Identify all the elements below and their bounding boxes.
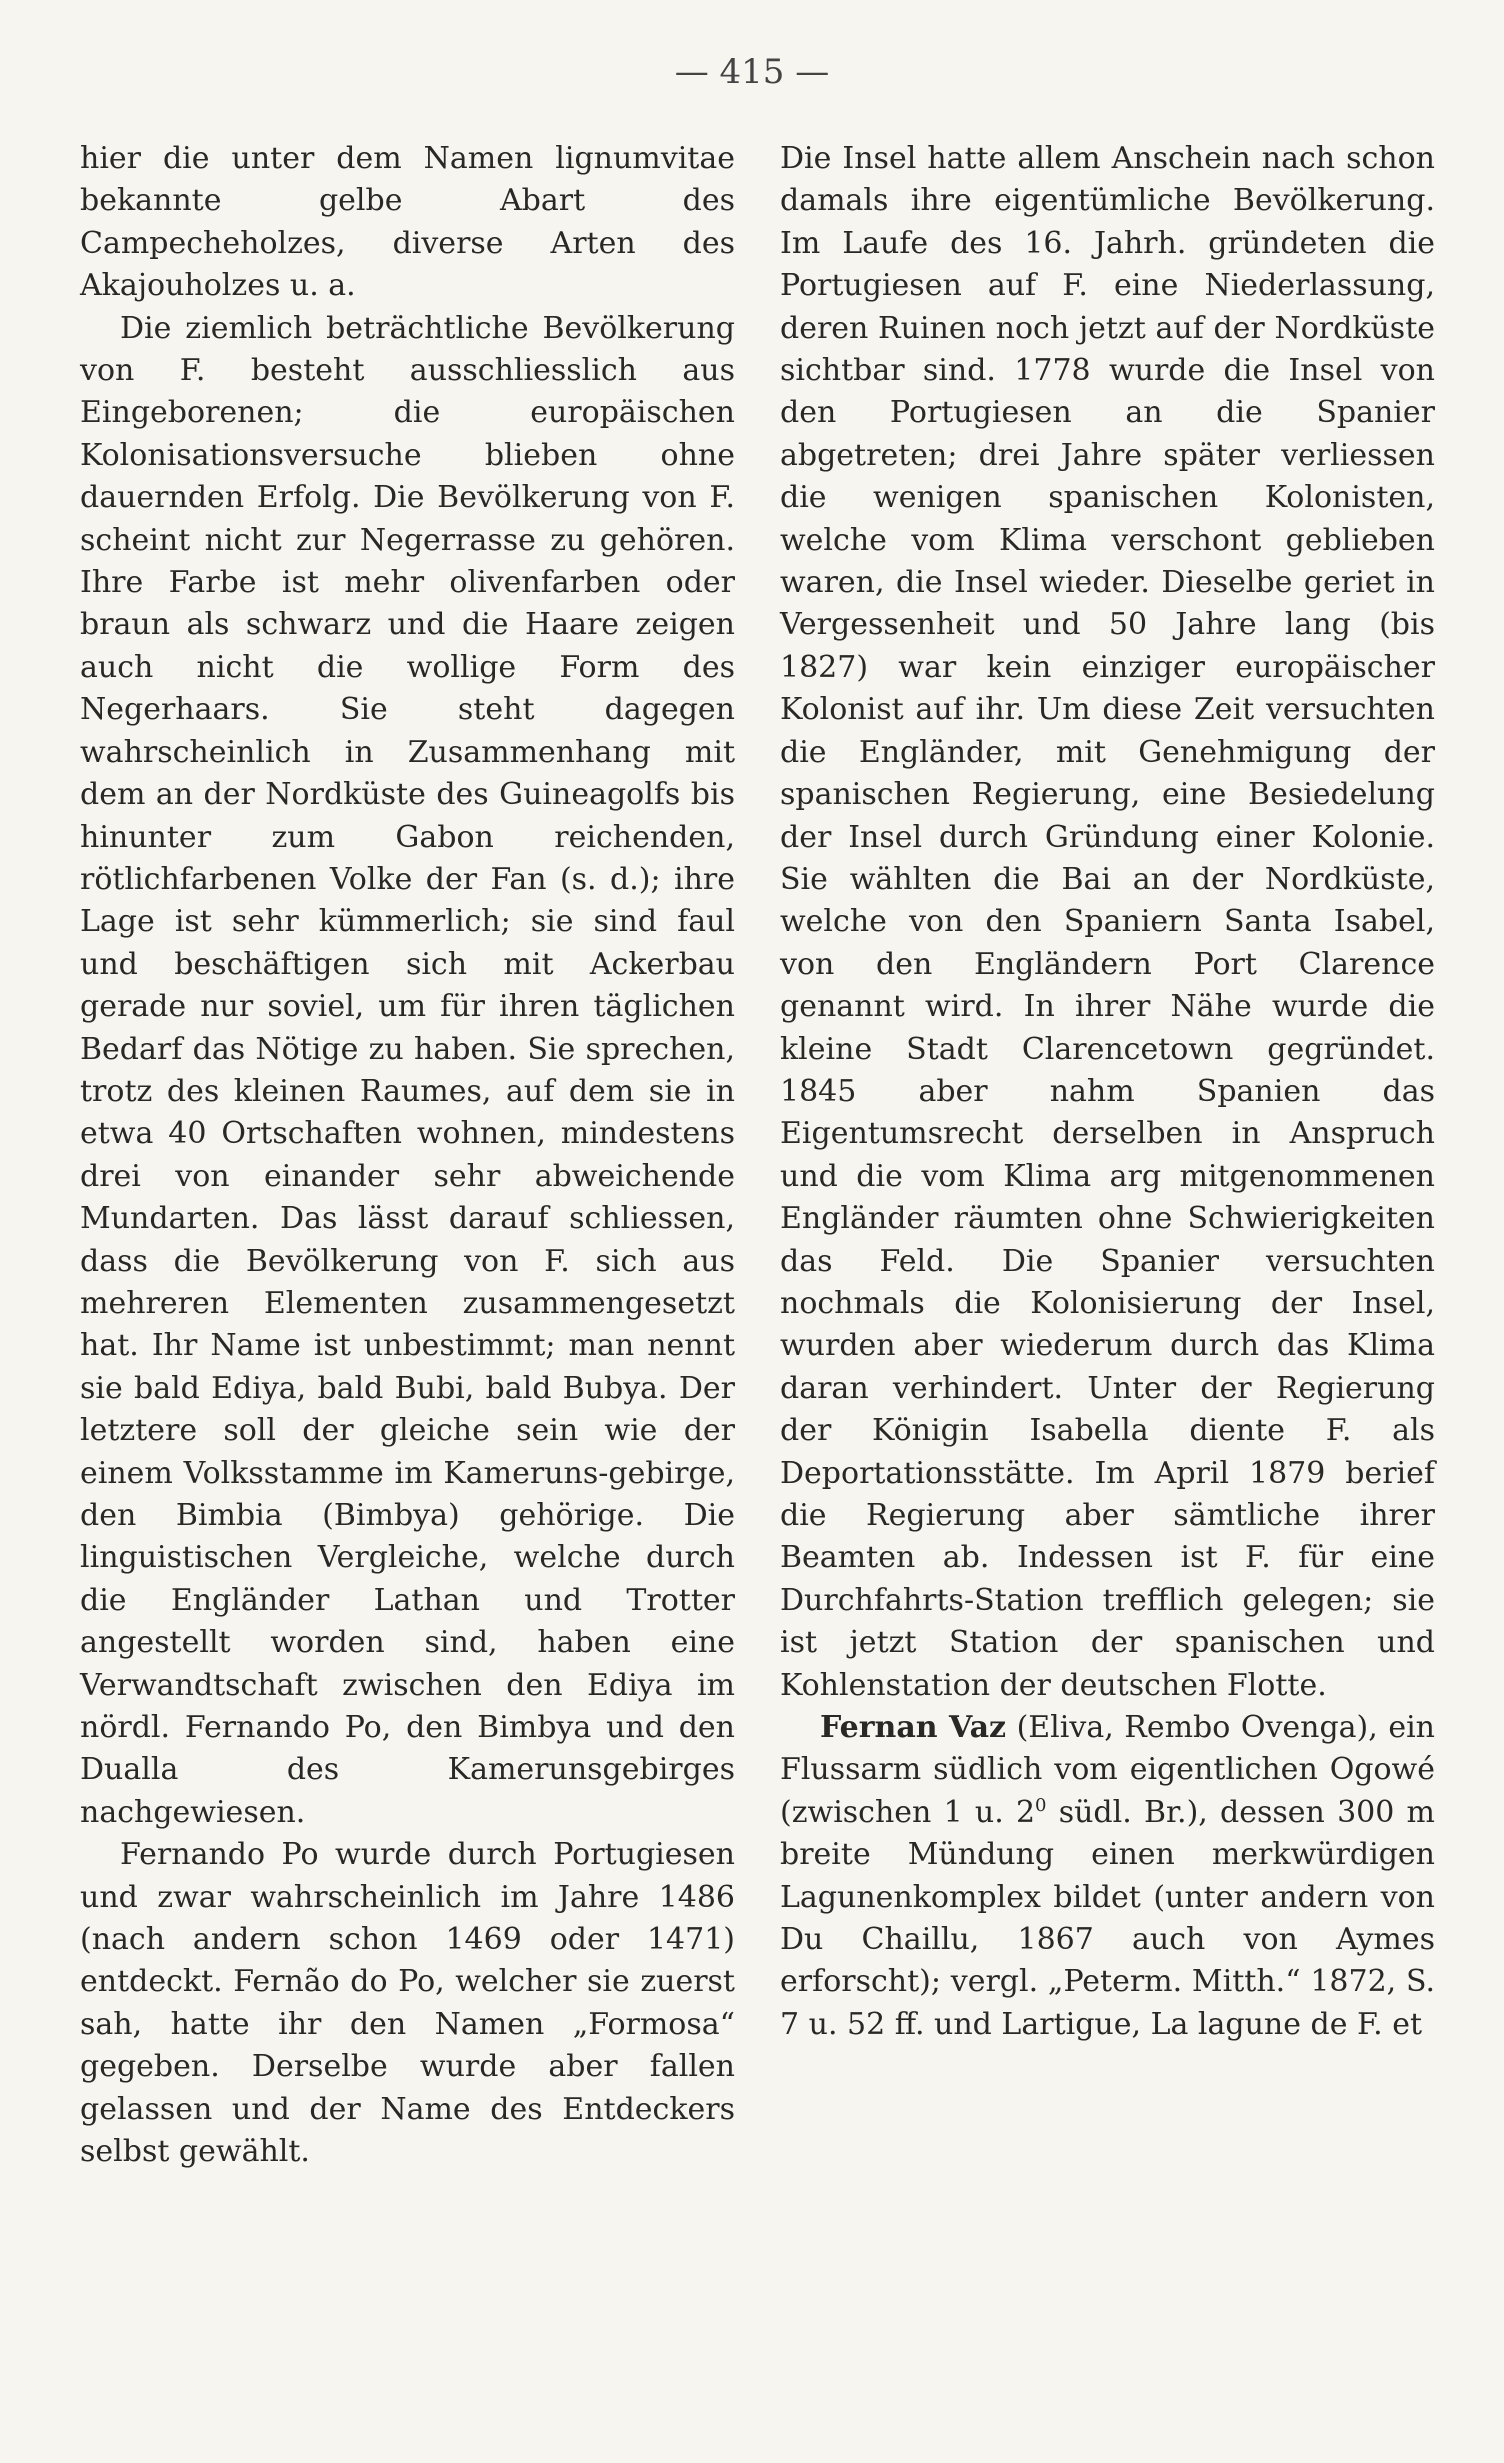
entry-headword: Fernan Vaz [820,1710,1007,1746]
entry-fernan-vaz [780,1707,1435,2046]
left-paragraph-1: hier die unter dem Namen lignumvitae bekannte gelbe Abart des Campecheholzes, diverse Arten des Akajouholzes u. a. [80,141,735,304]
entry-text-a: (Eliva, Rembo Ovenga), ein Flussarm südlich vom eigentlichen Ogowé (zwischen 1 u. 2 [780,1710,1435,1830]
left-column [80,138,735,2174]
right-paragraph-1: Die Insel hatte allem Anschein nach schon damals ihre eigentümliche Bevölkerung. Im Laufe des 16. Jahrh. gründeten die Portugiesen auf F. eine Niederlassung, deren Ruinen noch jetzt auf der Nordküste sichtbar sind. 1778 wurde die Insel von den Portugiesen an die Spanier abgetreten; drei Jahre später verliessen die wenigen spanischen Kolonisten, welche vom Klima verschont geblieben waren, die Insel wieder. Dieselbe geriet in Vergessenheit und 50 Jahre lang (bis 1827) war kein einziger europäischer Kolonist auf ihr. Um diese Zeit versuchten die Engländer, mit Genehmigung der spanischen Regierung, eine Besiedelung der Insel durch Gründung einer Kolonie. Sie wählten die Bai an der Nordküste, welche von den Spaniern Santa Isabel, von den Engländern Port Clarence genannt wird. In ihrer Nähe wurde die kleine Stadt Clarencetown gegründet. 1845 aber nahm Spanien das Eigentumsrecht derselben in Anspruch und die vom Klima arg mitgenommenen Engländer räumten ohne Schwierigkeiten das Feld. Die Spanier versuchten nochmals die Kolonisierung der Insel, wurden aber wiederum durch das Klima daran verhindert. Unter der Regierung der Königin Isabella diente F. als Deportationsstätte. Im April 1879 berief die Regierung aber sämtliche ihrer Beamten ab. Indessen ist F. für eine Durchfahrts-Station trefflich gelegen; sie ist jetzt Station der spanischen und Kohlenstation der deutschen Flotte. [780,141,1435,1703]
degree-superscript: 0 [1035,1794,1047,1816]
page-number: — 415 — [674,52,830,92]
left-paragraph-3: Fernando Po wurde durch Portugiesen und zwar wahrscheinlich im Jahre 1486 (nach andern schon 1469 oder 1471) entdeckt. Fernão do Po, welcher sie zuerst sah, hatte ihr den Namen „Formosa“ gegeben. Derselbe wurde aber fallen gelassen und der Name des Entdeckers selbst gewählt. [80,1837,735,2170]
entry-text-b: südl. Br.), dessen 300 m breite Mündung einen merkwürdigen Lagunenkomplex bildet (unter andern von Du Chaillu, 1867 auch von Aymes erforscht); vergl. „Peterm. Mitth.“ 1872, S. 7 u. 52 ff. und Lartigue, La lagune de F. et [780,1794,1435,2042]
right-column [780,138,1435,2046]
left-paragraph-2: Die ziemlich beträchtliche Bevölkerung von F. besteht ausschliesslich aus Eingeborenen; die europäischen Kolonisationsversuche blieben ohne dauernden Erfolg. Die Bevölkerung von F. scheint nicht zur Negerrasse zu gehören. Ihre Farbe ist mehr olivenfarben oder braun als schwarz und die Haare zeigen auch nicht die wollige Form des Negerhaars. Sie steht dagegen wahrscheinlich in Zusammenhang mit dem an der Nordküste des Guineagolfs bis hinunter zum Gabon reichenden, rötlichfarbenen Volke der Fan (s. d.); ihre Lage ist sehr kümmerlich; sie sind faul und beschäftigen sich mit Ackerbau gerade nur soviel, um für ihren täglichen Bedarf das Nötige zu haben. Sie sprechen, trotz des kleinen Raumes, auf dem sie in etwa 40 Ortschaften wohnen, mindestens drei von einander sehr abweichende Mundarten. Das lässt darauf schliessen, dass die Bevölkerung von F. sich aus mehreren Elementen zusammengesetzt hat. Ihr Name ist unbestimmt; man nennt sie bald Ediya, bald Bubi, bald Bubya. Der letztere soll der gleiche sein wie der einem Volksstamme im Kameruns-gebirge, den Bimbia (Bimbya) gehörige. Die linguistischen Vergleiche, welche durch die Engländer Lathan und Trotter angestellt worden sind, haben eine Verwandtschaft zwischen den Ediya im nördl. Fernando Po, den Bimbya und den Dualla des Kamerunsgebirges nachgewiesen. [80,310,735,1830]
